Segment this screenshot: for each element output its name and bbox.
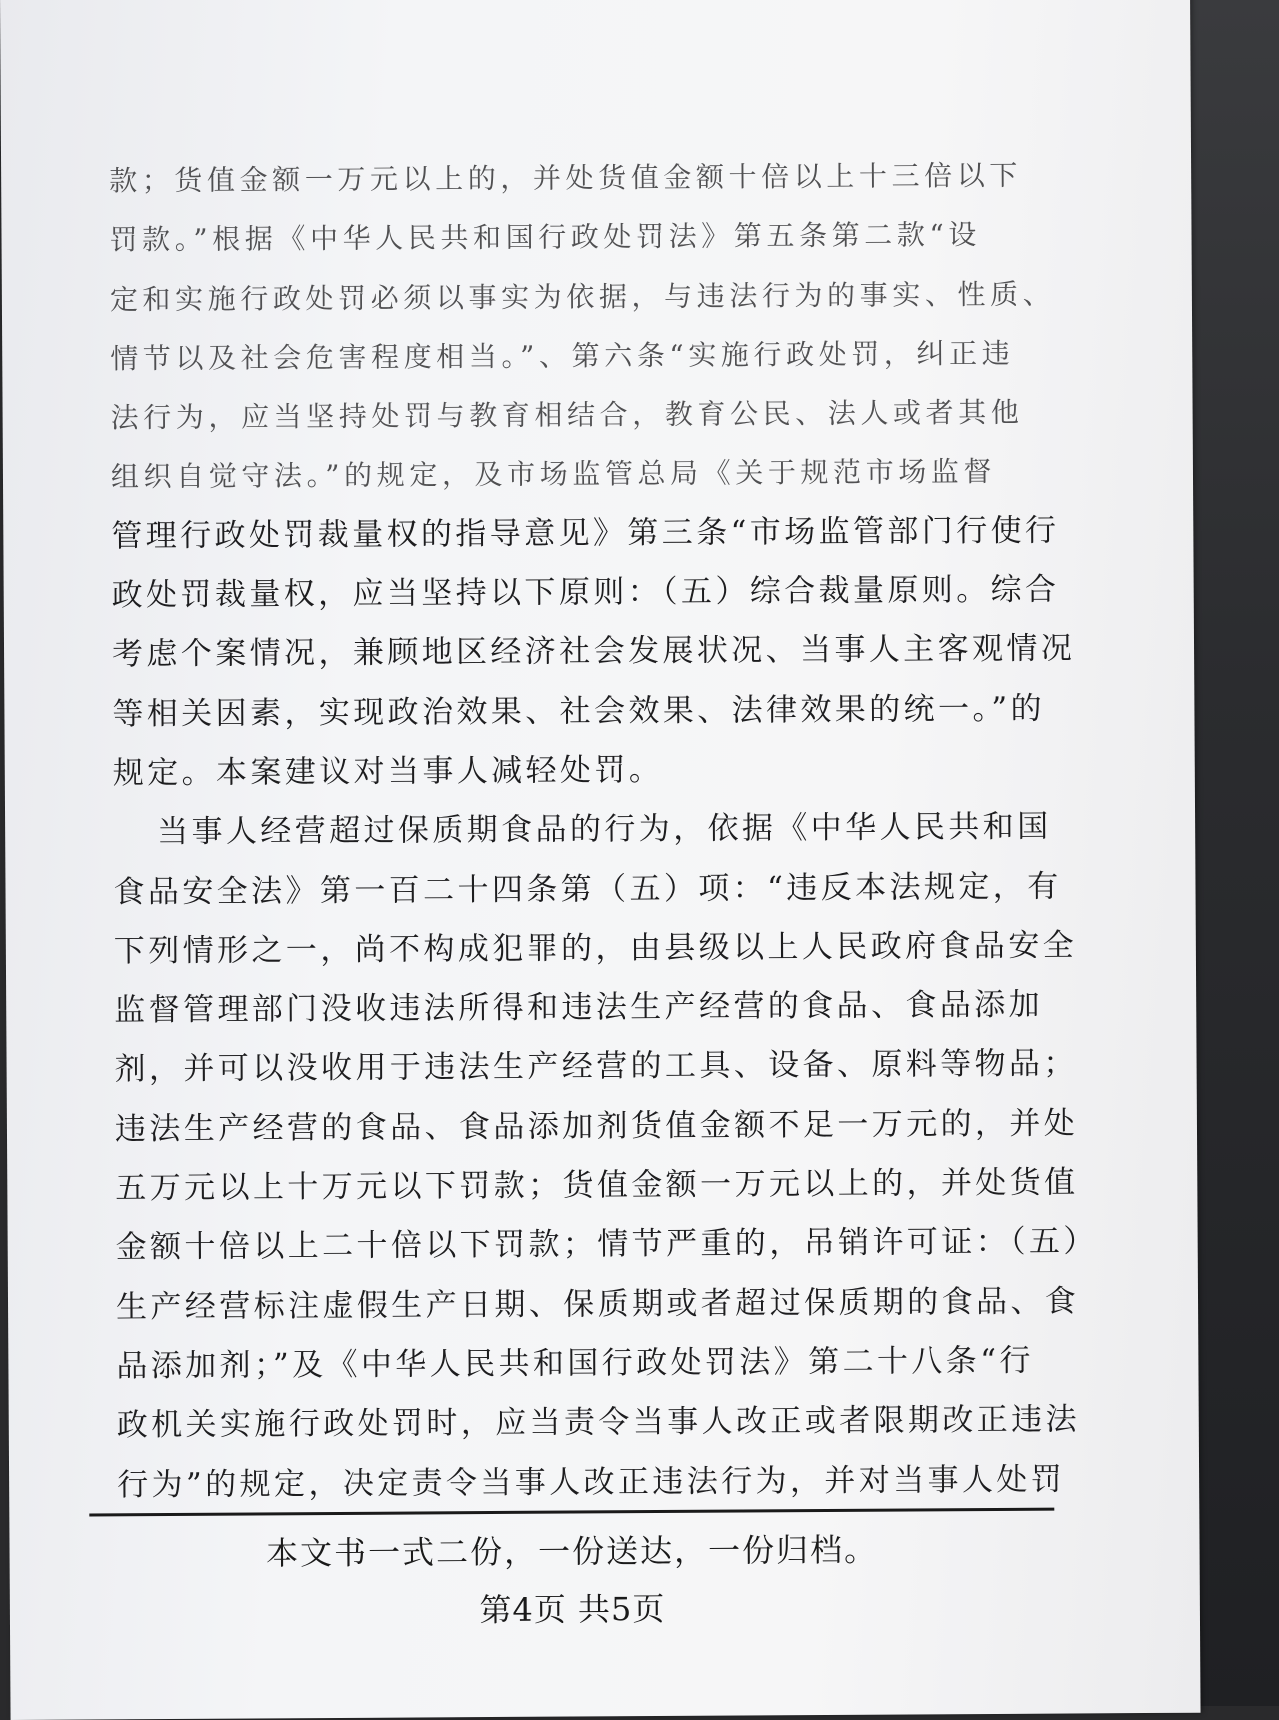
text-line: 五万元以上十万元以下罚款；货值金额一万元以上的，并处货值 bbox=[115, 1164, 1079, 1207]
text-line: 组织自觉守法。”的规定，及市场监管总局《关于规范市场监督 bbox=[110, 455, 997, 494]
text-line: 违法生产经营的食品、食品添加剂货值金额不足一万元的，并处 bbox=[114, 1105, 1079, 1148]
paragraph-start-line: 当事人经营超过保质期食品的行为，依据《中华人民共和国 bbox=[157, 808, 1052, 851]
text-line: 下列情形之一，尚不构成犯罪的，由县级以上人民政府食品安全 bbox=[113, 927, 1078, 970]
text-line: 生产经营标注虚假生产日期、保质期或者超过保质期的食品、食 bbox=[115, 1283, 1080, 1325]
text-line: 款；货值金额一万元以上的，并处货值金额十倍以上十三倍以下 bbox=[109, 158, 1023, 198]
text-line: 金额十倍以上二十倍以下罚款；情节严重的，吊销许可证：（五） bbox=[115, 1223, 1098, 1266]
text-line: 行为”的规定，决定责令当事人改正违法行为，并对当事人处罚 bbox=[117, 1461, 1066, 1503]
page-number: 第4页 共5页 bbox=[479, 1589, 666, 1630]
text-line: 管理行政处罚裁量权的指导意见》第三条“市场监管部门行使行 bbox=[111, 512, 1060, 555]
copies-note: 本文书一式二份，一份送达，一份归档。 bbox=[265, 1530, 879, 1573]
text-line: 品添加剂；”及《中华人民共和国行政处罚法》第二十八条“行 bbox=[116, 1342, 1034, 1385]
document-body bbox=[109, 145, 1107, 1515]
text-line: 政机关实施行政处罚时，应当责令当事人改正或者限期改正违法 bbox=[116, 1401, 1081, 1444]
text-line: 考虑个案情况，兼顾地区经济社会发展状况、当事人主客观情况 bbox=[111, 630, 1076, 673]
text-line: 监督管理部门没收违法所得和违法生产经营的食品、食品添加 bbox=[114, 986, 1044, 1029]
text-line: 定和实施行政处罚必须以事实为依据，与违法行为的事实、性质、 bbox=[109, 277, 1056, 316]
text-line: 食品安全法》第一百二十四条第（五）项：“违反本法规定，有 bbox=[113, 868, 1062, 910]
text-line: 等相关因素，实现政治效果、社会效果、法律效果的统一。”的 bbox=[112, 690, 1046, 732]
text-line: 法行为，应当坚持处罚与教育相结合，教育公民、法人或者其他 bbox=[110, 395, 1024, 435]
text-line: 罚款。”根据《中华人民共和国行政处罚法》第五条第二款“设 bbox=[109, 218, 982, 257]
text-line: 情节以及社会危害程度相当。”、第六条“实施行政处罚，纠正违 bbox=[110, 336, 1015, 376]
text-line: 剂，并可以没收用于违法生产经营的工具、设备、原料等物品； bbox=[114, 1045, 1078, 1088]
text-line: 规定。本案建议对当事人减轻处罚。 bbox=[112, 751, 664, 792]
text-line: 政处罚裁量权，应当坚持以下原则：（五）综合裁量原则。综合 bbox=[111, 571, 1060, 614]
